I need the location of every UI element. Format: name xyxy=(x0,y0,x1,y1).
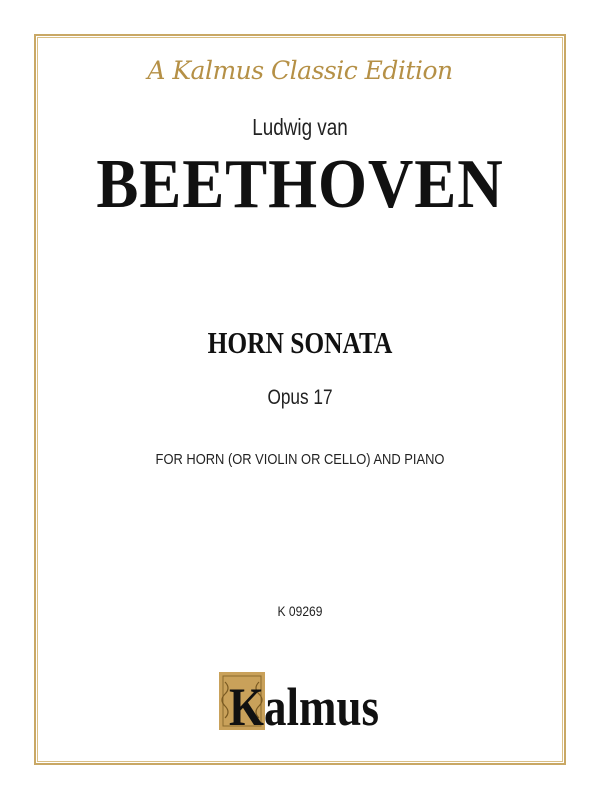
kalmus-logo-icon xyxy=(215,668,385,736)
composer-last-name: BEETHOVEN xyxy=(96,146,504,223)
catalog-number: K 09269 xyxy=(277,603,323,619)
opus-number: Opus 17 xyxy=(267,386,333,409)
logo-wordmark: Kalmus xyxy=(229,677,379,737)
kalmus-publisher-logo xyxy=(0,668,600,736)
instrumentation: FOR HORN (OR VIOLIN OR CELLO) AND PIANO xyxy=(155,451,445,468)
composer-first-name: Ludwig van xyxy=(252,114,348,140)
work-title: HORN SONATA xyxy=(207,325,393,360)
series-name: A Kalmus Classic Edition xyxy=(147,56,453,85)
